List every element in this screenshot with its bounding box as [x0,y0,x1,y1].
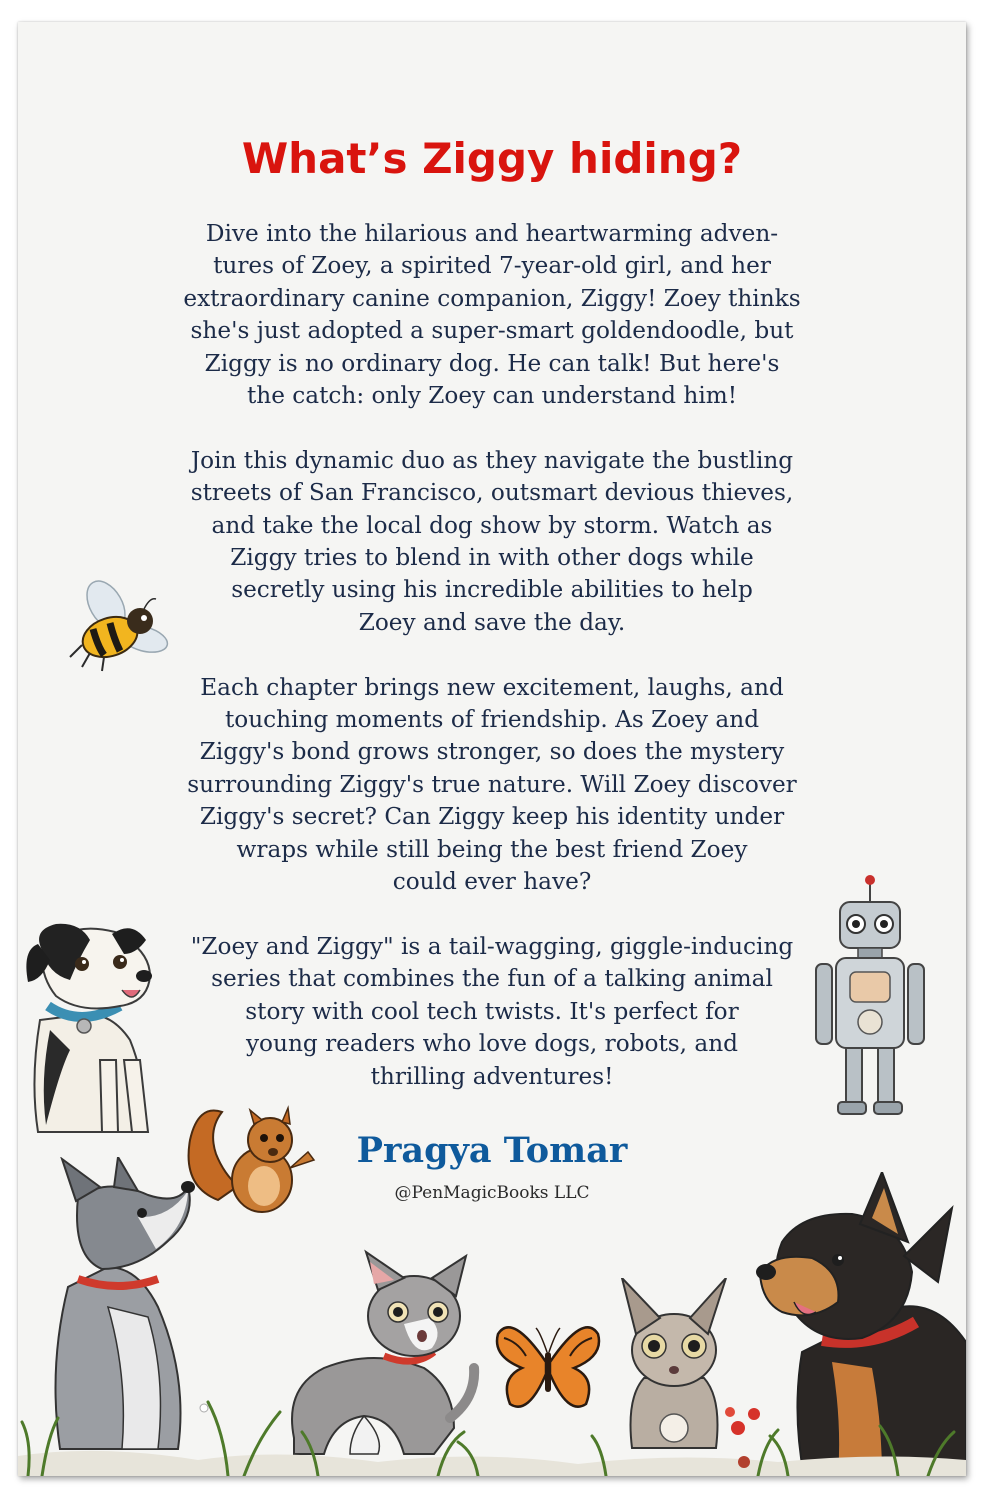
blurb-line: Zoey and save the day. [358,608,626,636]
blurb-line: Dive into the hilarious and heartwarming adven- [205,220,779,247]
blurb-line: secretly using his incredible abilities to help [231,576,753,604]
blurb-line: wraps while still being the best friend Zoey [236,835,748,863]
publisher-name: @PenMagicBooks LLC [394,1183,590,1203]
bee-illustration [60,577,170,677]
blurb-paragraph-2 [138,445,846,639]
blurb-line: Ziggy's secret? Can Ziggy keep his identity under [199,803,785,831]
blurb-line: tures of Zoey, a spirited 7-year-old girl, and her [213,252,771,280]
blurb [138,218,846,1125]
blurb-line: "Zoey and Ziggy" is a tail-wagging, giggle-inducing [190,932,794,960]
back-cover [18,22,966,1476]
blurb-line: the catch: only Zoey can understand him! [246,382,738,410]
sitting-puppy-illustration [20,910,170,1142]
blurb-line: Ziggy's bond grows stronger, so does the mystery [199,738,785,766]
book-title: What’s Ziggy hiding? [241,134,743,183]
grass-and-flowers [18,1352,966,1476]
blurb-line: streets of San Francisco, outsmart devious thieves, [190,479,794,507]
blurb-line: touching moments of friendship. As Zoey and [224,706,760,734]
blurb-line: and take the local dog show by storm. Watch as [211,511,773,539]
blurb-line: extraordinary canine companion, Ziggy! Zoey thinks [183,284,801,312]
blurb-line: Ziggy tries to blend in with other dogs while [230,544,754,572]
blurb-line: she's just adopted a super-smart goldendoodle, but [190,317,794,345]
blurb-line: series that combines the fun of a talking animal [211,965,773,993]
blurb-line: story with cool tech twists. It's perfect for [245,997,739,1025]
blurb-paragraph-3 [138,672,846,899]
author-name: Pragya Tomar [356,1130,628,1171]
blurb-line: Join this dynamic duo as they navigate the bustling [190,446,794,474]
blurb-line: Each chapter brings new excitement, laughs, and [200,673,784,701]
blurb-paragraph-4 [138,931,846,1093]
blurb-line: Ziggy is no ordinary dog. He can talk! But here's [204,349,780,377]
blurb-line: surrounding Ziggy's true nature. Will Zoey discover [187,770,797,798]
blurb-line: young readers who love dogs, robots, and [245,1030,739,1058]
robot-illustration [810,872,930,1122]
blurb-line: could ever have? [392,868,592,896]
blurb-paragraph-1 [138,218,846,412]
blurb-line: thrilling adventures! [370,1062,614,1090]
